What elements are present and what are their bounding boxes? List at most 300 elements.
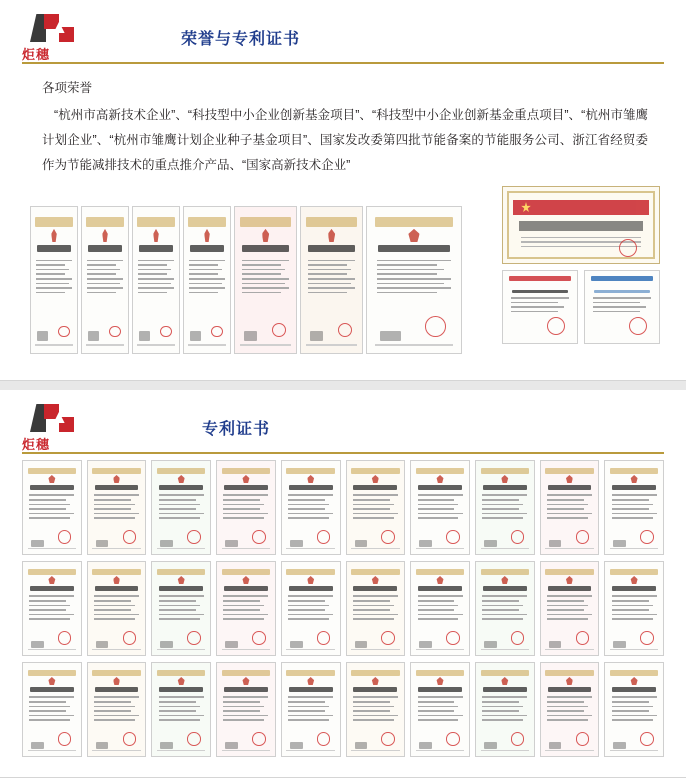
certificate-title-bar bbox=[88, 245, 123, 252]
certificate-signature-icon bbox=[290, 742, 303, 749]
certificate-signature-icon bbox=[96, 641, 109, 648]
certificate-foot-rule bbox=[35, 344, 74, 345]
certificate-title-bar bbox=[612, 586, 656, 591]
patent-certificate-image bbox=[475, 662, 535, 757]
patent-certificate-image bbox=[87, 662, 147, 757]
certificate-title-bar bbox=[224, 687, 268, 692]
certificate-crest-icon bbox=[566, 475, 573, 483]
certificate-signature-icon bbox=[96, 742, 109, 749]
patent-certificate-image bbox=[30, 206, 78, 354]
patent-certificate-image bbox=[281, 460, 341, 555]
certificate-crest-icon bbox=[631, 677, 638, 685]
certificate-signature-icon bbox=[160, 742, 173, 749]
certificate-title-bar bbox=[30, 586, 74, 591]
certificate-text-lines bbox=[36, 260, 72, 316]
certificate-crest-icon bbox=[372, 576, 379, 584]
certificate-crest-icon bbox=[113, 576, 120, 584]
logo-text: 炬穗 bbox=[22, 47, 51, 62]
certificate-crest-icon bbox=[372, 677, 379, 685]
certificate-foot-rule bbox=[92, 548, 140, 549]
certificate-foot-rule bbox=[416, 548, 464, 549]
certificate-header-band-icon bbox=[481, 670, 529, 677]
certificate-title-bar bbox=[548, 687, 592, 692]
certificate-crest-icon bbox=[204, 229, 210, 242]
certificate-header-band-icon bbox=[610, 569, 658, 576]
certificate-title-bar bbox=[353, 586, 397, 591]
certificate-header-band-icon bbox=[222, 468, 270, 475]
certificate-header-band-icon bbox=[92, 569, 140, 576]
patent-certificate-image bbox=[366, 206, 462, 354]
certificate-text-lines bbox=[612, 696, 657, 731]
certificate-text-lines bbox=[159, 595, 204, 630]
slide-title-patents: 专利证书 bbox=[202, 421, 271, 438]
certificate-signature-icon bbox=[613, 742, 626, 749]
certificate-header-band-icon bbox=[188, 217, 227, 227]
certificate-title-bar bbox=[483, 586, 527, 591]
certificate-header-band-icon bbox=[28, 468, 76, 475]
certificate-stamp-icon bbox=[252, 631, 266, 645]
certificate-foot-rule bbox=[28, 649, 76, 650]
certificate-signature-icon bbox=[310, 331, 323, 341]
certificate-header-band-icon bbox=[86, 217, 125, 227]
certificate-header-band-icon bbox=[222, 569, 270, 576]
patent-certificate-image bbox=[410, 561, 470, 656]
slide-title-honors: 荣誉与专利证书 bbox=[181, 31, 301, 48]
certificate-foot-rule bbox=[375, 344, 454, 345]
certificate-text-lines bbox=[353, 595, 398, 630]
patent-certificate-image bbox=[346, 662, 406, 757]
certificate-text-lines bbox=[482, 494, 527, 529]
certificate-header-band-icon bbox=[610, 468, 658, 475]
certificate-signature-icon bbox=[549, 742, 562, 749]
certificate-crest-icon bbox=[328, 229, 335, 242]
certificate-title-bar bbox=[95, 687, 139, 692]
certificate-crest-icon bbox=[631, 576, 638, 584]
patent-certificate-image bbox=[87, 561, 147, 656]
certificate-stamp-icon bbox=[252, 732, 266, 746]
certificate-text-lines bbox=[377, 260, 450, 316]
certificate-stamp-icon bbox=[272, 323, 286, 337]
certificate-crest-icon bbox=[437, 475, 444, 483]
certificate-stamp-icon bbox=[187, 732, 201, 746]
certificate-header-band-icon bbox=[92, 670, 140, 677]
certificate-signature-icon bbox=[225, 540, 238, 547]
certificate-stamp-icon bbox=[187, 631, 201, 645]
certificate-text-lines bbox=[288, 595, 333, 630]
patent-certificate-image bbox=[132, 206, 180, 354]
certificate-crest-icon bbox=[113, 475, 120, 483]
certificate-text-lines bbox=[159, 494, 204, 529]
certificate-title-bar bbox=[159, 687, 203, 692]
certificate-stamp-icon bbox=[317, 631, 331, 645]
certificate-text-lines bbox=[242, 260, 290, 316]
patent-certificate-image bbox=[604, 561, 664, 656]
certificate-crest-icon bbox=[102, 229, 108, 242]
certificate-crest-icon bbox=[242, 475, 249, 483]
certificate-signature-icon bbox=[139, 331, 149, 341]
certificate-text-lines bbox=[353, 696, 398, 731]
certificate-text-lines bbox=[482, 696, 527, 731]
certificate-title-bar bbox=[612, 687, 656, 692]
certificate-header-band-icon bbox=[137, 217, 176, 227]
patent-certificate-image bbox=[216, 662, 276, 757]
patent-certificate-image bbox=[346, 460, 406, 555]
certificate-title-bar bbox=[37, 245, 72, 252]
certificate-foot-rule bbox=[545, 750, 593, 751]
honor-certificate-pair bbox=[502, 270, 660, 344]
certificate-stamp-icon bbox=[187, 530, 201, 544]
certificate-text-lines bbox=[288, 494, 333, 529]
certificate-foot-rule bbox=[351, 649, 399, 650]
certificate-stamp-icon bbox=[446, 732, 460, 746]
certificate-stamp-icon bbox=[58, 530, 72, 544]
certificate-crest-icon bbox=[631, 475, 638, 483]
certificate-title-bar bbox=[242, 245, 288, 252]
certificate-foot-rule bbox=[481, 750, 529, 751]
certificate-crest-icon bbox=[48, 475, 55, 483]
certificate-title-bar bbox=[548, 485, 592, 490]
certificate-title-bar bbox=[289, 687, 333, 692]
certificate-text-lines bbox=[29, 595, 74, 630]
certificate-foot-rule bbox=[92, 649, 140, 650]
certificate-text-lines bbox=[87, 260, 123, 316]
certificate-title-bar bbox=[308, 245, 354, 252]
certificate-text-lines bbox=[223, 595, 268, 630]
certificate-foot-rule bbox=[137, 344, 176, 345]
certificate-foot-rule bbox=[240, 344, 291, 345]
certificate-foot-rule bbox=[157, 548, 205, 549]
certificate-stamp-icon bbox=[381, 631, 395, 645]
certificate-signature-icon bbox=[225, 641, 238, 648]
certificate-header-band-icon bbox=[545, 569, 593, 576]
certificate-signature-icon bbox=[355, 742, 368, 749]
certificate-text-lines bbox=[418, 595, 463, 630]
certificate-header-band-icon bbox=[545, 670, 593, 677]
certificate-header-band-icon bbox=[416, 670, 464, 677]
certificate-header-band-icon bbox=[351, 569, 399, 576]
certificate-stamp-icon bbox=[58, 326, 69, 337]
certificate-title-bar bbox=[30, 485, 74, 490]
certificate-stamp-icon bbox=[640, 530, 654, 544]
certificate-foot-rule bbox=[28, 548, 76, 549]
certificate-crest-icon bbox=[51, 229, 57, 242]
certificate-title-bar bbox=[512, 290, 568, 294]
patent-certificate-image bbox=[22, 561, 82, 656]
patent-certificate-image bbox=[22, 662, 82, 757]
certificate-stamp-icon bbox=[160, 326, 171, 337]
logo-mark-icon bbox=[22, 14, 78, 44]
certificate-text-lines bbox=[547, 696, 592, 731]
logo-mark-icon bbox=[22, 404, 78, 434]
certificate-signature-icon bbox=[484, 742, 497, 749]
certificate-signature-icon bbox=[419, 540, 432, 547]
certificate-signature-icon bbox=[160, 540, 173, 547]
certificate-stamp-icon bbox=[211, 326, 222, 337]
honors-heading: 各项荣誉 bbox=[42, 81, 93, 95]
certificate-text-lines bbox=[94, 595, 139, 630]
slide-honors-and-patents bbox=[0, 0, 686, 380]
certificate-signature-icon bbox=[613, 540, 626, 547]
certificate-title-bar bbox=[224, 586, 268, 591]
certificate-foot-rule bbox=[481, 649, 529, 650]
slide-patent-certificates bbox=[0, 390, 686, 777]
certificate-signature-icon bbox=[613, 641, 626, 648]
certificate-title-bar bbox=[594, 290, 650, 294]
patent-certificate-image bbox=[604, 460, 664, 555]
certificate-header-band-icon bbox=[416, 569, 464, 576]
certificate-stamp-icon bbox=[576, 530, 590, 544]
certificate-crest-icon bbox=[307, 576, 314, 584]
certificate-crest-icon bbox=[113, 677, 120, 685]
certificate-foot-rule bbox=[545, 548, 593, 549]
patent-certificate-grid bbox=[22, 460, 664, 757]
certificate-title-bar bbox=[224, 485, 268, 490]
certificate-foot-rule bbox=[545, 649, 593, 650]
certificate-crest-icon bbox=[153, 229, 159, 242]
flame-icon: ▲ bbox=[49, 17, 69, 38]
certificate-title-bar bbox=[418, 485, 462, 490]
patent-certificate-image bbox=[151, 561, 211, 656]
certificate-header-band-icon bbox=[545, 468, 593, 475]
certificate-header-band-icon bbox=[416, 468, 464, 475]
certificate-signature-icon bbox=[355, 540, 368, 547]
certificate-stamp-icon bbox=[446, 530, 460, 544]
certificate-signature-icon bbox=[160, 641, 173, 648]
certificate-foot-rule bbox=[222, 548, 270, 549]
certificate-stamp-icon bbox=[58, 631, 72, 645]
patent-certificate-image bbox=[540, 662, 600, 757]
certificate-crest-icon bbox=[501, 576, 508, 584]
certificate-stamp-icon bbox=[576, 732, 590, 746]
certificate-signature-icon bbox=[190, 331, 200, 341]
title-divider-rule bbox=[22, 452, 664, 454]
certificate-stamp-icon bbox=[511, 631, 525, 645]
certificate-signature-icon bbox=[549, 641, 562, 648]
certificate-foot-rule bbox=[92, 750, 140, 751]
patent-certificate-image bbox=[604, 662, 664, 757]
certificate-signature-icon bbox=[419, 641, 432, 648]
certificate-crest-icon bbox=[48, 677, 55, 685]
certificate-crest-icon bbox=[372, 475, 379, 483]
certificate-stamp-icon bbox=[381, 530, 395, 544]
patent-certificate-image bbox=[475, 460, 535, 555]
certificate-foot-rule bbox=[286, 548, 334, 549]
certificate-stamp-icon bbox=[511, 530, 525, 544]
certificate-text-lines bbox=[223, 494, 268, 529]
patent-certificate-image bbox=[81, 206, 129, 354]
patent-certificate-image bbox=[281, 561, 341, 656]
certificate-foot-rule bbox=[222, 649, 270, 650]
certificate-signature-icon bbox=[88, 331, 98, 341]
certificate-signature-icon bbox=[290, 540, 303, 547]
certificate-text-lines bbox=[353, 494, 398, 529]
certificate-title-bar bbox=[483, 485, 527, 490]
certificate-foot-rule bbox=[188, 344, 227, 345]
patent-certificate-image bbox=[281, 662, 341, 757]
certificate-header-band-icon bbox=[591, 276, 653, 281]
certificate-stamp-icon bbox=[640, 631, 654, 645]
certificate-crest-icon bbox=[48, 576, 55, 584]
certificate-foot-rule bbox=[416, 750, 464, 751]
certificate-header-band-icon bbox=[481, 468, 529, 475]
certificate-text-lines bbox=[223, 696, 268, 731]
certificate-crest-icon bbox=[437, 576, 444, 584]
certificate-header-band-icon bbox=[375, 217, 454, 227]
certificate-title-bar bbox=[418, 687, 462, 692]
certificate-title-bar bbox=[289, 485, 333, 490]
patent-certificate-image bbox=[234, 206, 297, 354]
certificate-stamp-icon bbox=[425, 316, 446, 337]
patent-certificate-image bbox=[410, 460, 470, 555]
certificate-foot-rule bbox=[157, 750, 205, 751]
certificate-crest-icon bbox=[178, 576, 185, 584]
certificate-foot-rule bbox=[222, 750, 270, 751]
energy-service-grade-certificate bbox=[584, 270, 660, 344]
certificate-signature-icon bbox=[31, 742, 44, 749]
certificate-crest-icon bbox=[178, 475, 185, 483]
certificate-title-bar bbox=[139, 245, 174, 252]
certificate-crest-icon bbox=[307, 677, 314, 685]
certificate-text-lines bbox=[547, 494, 592, 529]
certificate-foot-rule bbox=[286, 649, 334, 650]
certificate-title-bar bbox=[353, 485, 397, 490]
certificate-header-band-icon bbox=[28, 569, 76, 576]
patent-certificate-image bbox=[22, 460, 82, 555]
certificate-crest-icon bbox=[501, 677, 508, 685]
honor-certificate-group bbox=[502, 186, 660, 264]
certificate-text-lines bbox=[612, 595, 657, 630]
certificate-header-band-icon bbox=[157, 468, 205, 475]
certificate-crest-icon bbox=[566, 576, 573, 584]
certificate-header-band-icon bbox=[286, 569, 334, 576]
certificate-crest-icon bbox=[307, 475, 314, 483]
certificate-signature-icon bbox=[96, 540, 109, 547]
certificate-title-bar bbox=[612, 485, 656, 490]
honors-paragraph: “杭州市高新技术企业”、“科技型中小企业创新基金项目”、“科技型中小企业创新基金重点项目”、“杭州市雏鹰计划企业”、“杭州市雏鹰计划企业种子基金项目”、国家发改委第四批节能备案的节能服务公司、浙江省经贸委作为节能减排技术的重点推介产品、“国家高新技术企业” bbox=[42, 108, 648, 172]
certificate-foot-rule bbox=[610, 649, 658, 650]
certificate-signature-icon bbox=[355, 641, 368, 648]
certificate-title-bar bbox=[30, 687, 74, 692]
certificate-text-lines bbox=[547, 595, 592, 630]
certificate-foot-rule bbox=[306, 344, 357, 345]
patent-certificate-image bbox=[183, 206, 231, 354]
certificate-foot-rule bbox=[610, 750, 658, 751]
patent-certificate-image bbox=[540, 460, 600, 555]
certificate-title-bar bbox=[159, 586, 203, 591]
logo-text: 炬穗 bbox=[22, 437, 51, 452]
certificate-text-lines bbox=[482, 595, 527, 630]
certificate-signature-icon bbox=[290, 641, 303, 648]
certificate-foot-rule bbox=[610, 548, 658, 549]
certificate-signature-icon bbox=[244, 331, 257, 341]
high-tech-enterprise-certificate bbox=[502, 186, 660, 264]
certificate-text-lines bbox=[29, 696, 74, 731]
certificate-header-band-icon bbox=[481, 569, 529, 576]
certificate-text-lines bbox=[418, 696, 463, 731]
certificate-crest-icon bbox=[566, 677, 573, 685]
flame-icon: ▲ bbox=[49, 407, 69, 428]
certificate-stamp-icon bbox=[511, 732, 525, 746]
certificate-title-bar bbox=[190, 245, 225, 252]
certificate-foot-rule bbox=[351, 750, 399, 751]
certificate-stamp-icon bbox=[58, 732, 72, 746]
certificate-title-bar bbox=[95, 586, 139, 591]
patent-certificate-image bbox=[540, 561, 600, 656]
patent-certificate-image bbox=[475, 561, 535, 656]
certificate-header-band-icon bbox=[157, 670, 205, 677]
certificate-crest-icon bbox=[262, 229, 269, 242]
certificate-title-bar bbox=[289, 586, 333, 591]
certificate-header-band-icon bbox=[351, 468, 399, 475]
certificate-title-bar bbox=[548, 586, 592, 591]
certificate-title-bar bbox=[353, 687, 397, 692]
certificate-header-band-icon bbox=[509, 276, 571, 281]
certificate-stamp-icon bbox=[381, 732, 395, 746]
patent-certificate-row bbox=[30, 206, 462, 354]
certificate-signature-icon bbox=[549, 540, 562, 547]
patent-certificate-image bbox=[346, 561, 406, 656]
certificate-crest-icon bbox=[408, 229, 419, 242]
certificate-text-lines bbox=[138, 260, 174, 316]
certificate-header-band-icon bbox=[351, 670, 399, 677]
patent-certificate-image bbox=[410, 662, 470, 757]
certificate-header-band-icon bbox=[286, 670, 334, 677]
certificate-signature-icon bbox=[37, 331, 47, 341]
certificate-stamp-icon bbox=[576, 631, 590, 645]
certificate-crest-icon bbox=[242, 576, 249, 584]
certificate-stamp-icon bbox=[109, 326, 120, 337]
patent-certificate-image bbox=[151, 460, 211, 555]
certificate-foot-rule bbox=[351, 548, 399, 549]
certificate-title-bar bbox=[418, 586, 462, 591]
certificate-header-band-icon bbox=[157, 569, 205, 576]
certificate-text-lines bbox=[418, 494, 463, 529]
company-logo bbox=[22, 14, 84, 64]
certificate-signature-icon bbox=[484, 540, 497, 547]
certificate-stamp-icon bbox=[317, 732, 331, 746]
certificate-stamp-icon bbox=[317, 530, 331, 544]
patent-certificate-image bbox=[300, 206, 363, 354]
certificate-header-band-icon bbox=[222, 670, 270, 677]
patent-certificate-image bbox=[216, 561, 276, 656]
certificate-header-band-icon bbox=[35, 217, 74, 227]
certificate-stamp-icon bbox=[446, 631, 460, 645]
certificate-text-lines bbox=[29, 494, 74, 529]
certificate-header-band-icon bbox=[610, 670, 658, 677]
certificate-stamp-icon bbox=[629, 317, 647, 335]
title-divider-rule bbox=[22, 62, 664, 64]
certificate-signature-icon bbox=[225, 742, 238, 749]
certificate-text-lines bbox=[288, 696, 333, 731]
certificate-foot-rule bbox=[86, 344, 125, 345]
certificate-text-lines bbox=[94, 696, 139, 731]
certificate-title-bar bbox=[519, 221, 643, 231]
credit-enterprise-certificate bbox=[502, 270, 578, 344]
certificate-text-lines bbox=[189, 260, 225, 316]
certificate-text-lines bbox=[612, 494, 657, 529]
certificate-header-band-icon bbox=[28, 670, 76, 677]
certificate-crest-icon bbox=[437, 677, 444, 685]
certificate-stamp-icon bbox=[252, 530, 266, 544]
certificate-text-lines bbox=[308, 260, 356, 316]
certificate-header-band-icon bbox=[513, 200, 649, 215]
certificate-crest-icon bbox=[501, 475, 508, 483]
certificate-crest-icon bbox=[242, 677, 249, 685]
certificate-header-band-icon bbox=[240, 217, 291, 227]
company-logo bbox=[22, 404, 84, 454]
certificate-header-band-icon bbox=[286, 468, 334, 475]
certificate-stamp-icon bbox=[547, 317, 565, 335]
